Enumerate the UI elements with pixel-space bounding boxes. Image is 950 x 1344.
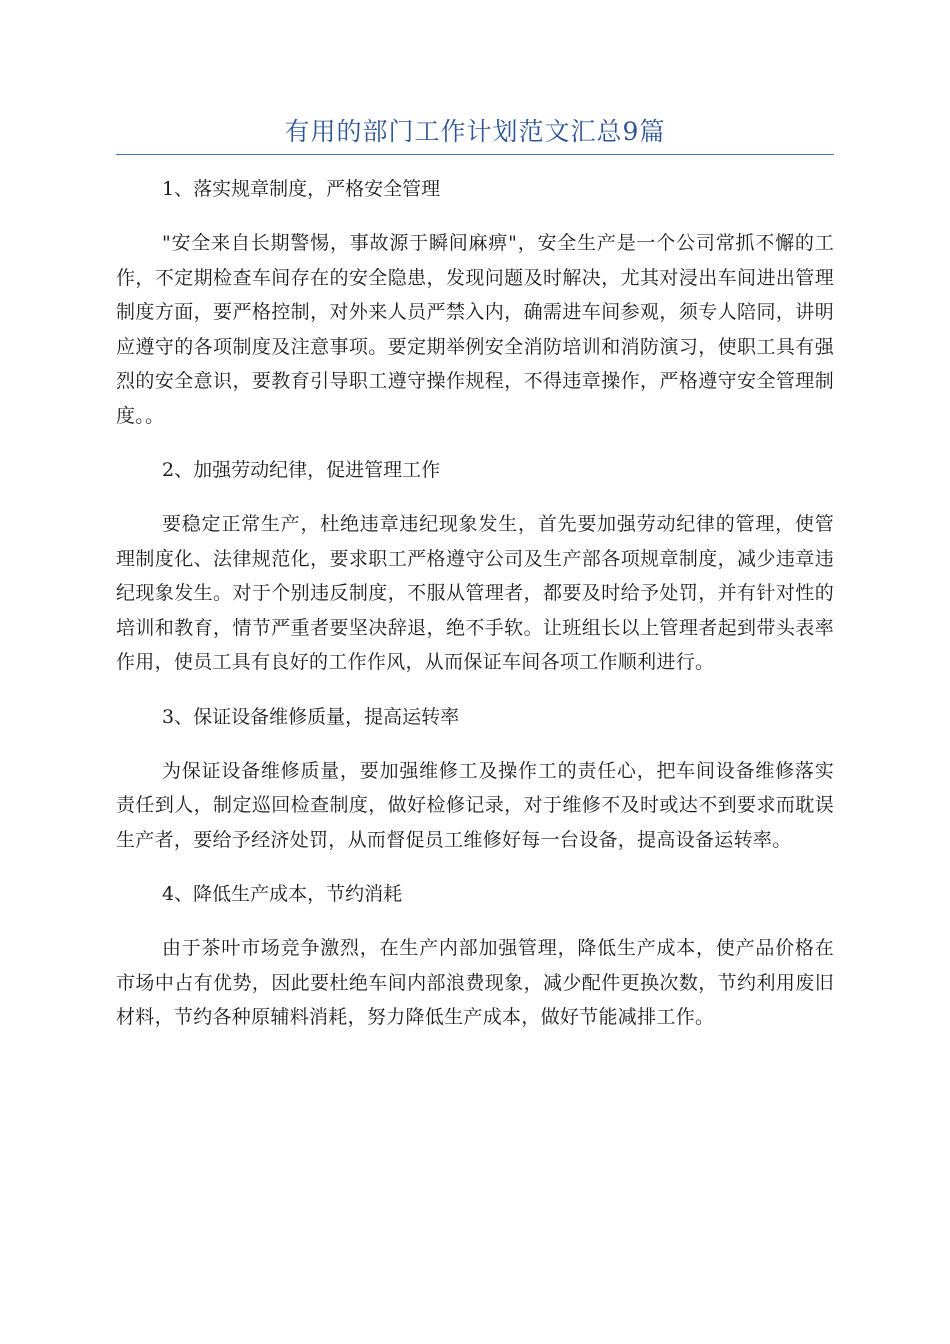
section-1 [116, 172, 834, 433]
section-heading: 3、保证设备维修质量，提高运转率 [162, 705, 460, 728]
section-2 [116, 453, 834, 680]
section-heading: 2、加强劳动纪律，促进管理工作 [162, 459, 441, 481]
section-4 [116, 877, 834, 1035]
section-heading: 4、降低生产成本，节约消耗 [162, 883, 403, 905]
section-paragraph: 要稳定正常生产，杜绝违章违纪现象发生，首先要加强劳动纪律的管理，使管理制度化、法律规范化，要求职工严格遵守公司及生产部各项规章制度，减少违章违纪现象发生。对于个别违反制度，不服从管理者，都要及时给予处罚，并有针对性的培训和教育，情节严重者要坚决辞退，绝不手软。让班组长以上管理者起到带头表率作用，使员工具有良好的工作作风，从而保证车间各项工作顺利进行。 [116, 513, 834, 673]
section-heading: 1、落实规章制度，严格安全管理 [162, 178, 441, 200]
document-title: 有用的部门工作计划范文汇总9篇 [284, 117, 666, 146]
title-underline [116, 154, 834, 155]
document-page [116, 110, 834, 1055]
section-paragraph: "安全来自长期警惕，事故源于瞬间麻痹"，安全生产是一个公司常抓不懈的工作，不定期检查车间存在的安全隐患，发现问题及时解决，尤其对浸出车间进出管理制度方面，要严格控制，对外来人员严禁入内，确需进车间参观，须专人陪同，讲明应遵守的各项制度及注意事项。要定期举例安全消防培训和消防演习，使职工具有强烈的安全意识，要教育引导职工遵守操作规程，不得违章操作，严格遵守安全管理制度。。 [116, 232, 834, 427]
section-3 [116, 700, 834, 858]
section-paragraph: 由于茶叶市场竞争激烈，在生产内部加强管理，降低生产成本，使产品价格在市场中占有优势，因此要杜绝车间内部浪费现象，减少配件更换次数，节约利用废旧材料，节约各种原辅料消耗，努力降低生产成本，做好节能减排工作。 [116, 937, 834, 1028]
section-paragraph: 为保证设备维修质量，要加强维修工及操作工的责任心，把车间设备维修落实责任到人，制定巡回检查制度，做好检修记录，对于维修不及时或达不到要求而耽误生产者，要给予经济处罚，从而督促员工维修好每一台设备，提高设备运转率。 [116, 759, 834, 851]
